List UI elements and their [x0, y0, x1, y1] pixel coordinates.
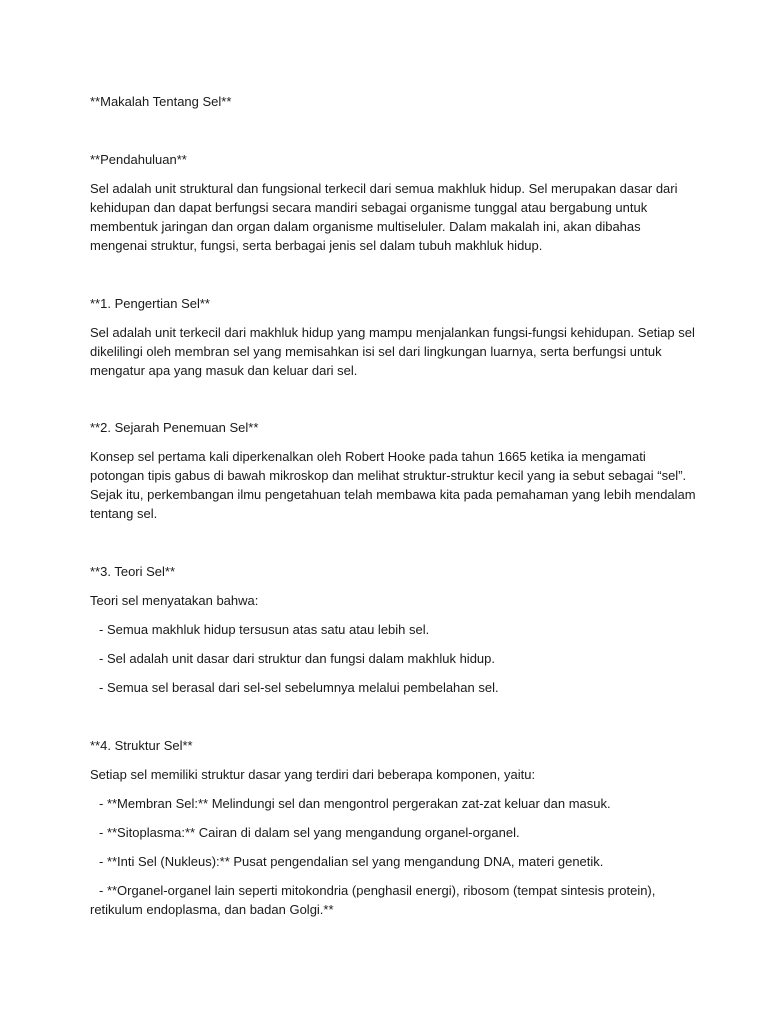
- list-item-struktur-sel: - **Membran Sel:** Melindungi sel dan mengontrol pergerakan zat-zat keluar dan masuk.: [99, 796, 611, 811]
- section-heading-struktur-sel: **4. Struktur Sel**: [90, 738, 193, 753]
- paragraph-pendahuluan: Sel adalah unit struktural dan fungsional terkecil dari semua makhluk hidup. Sel merupakan dasar dari kehidupan dan dapat berfungsi secara mandiri sebagai organisme tunggal atau bergabung untuk membentuk jaringan dan organ dalam organisme multiseluler. Dalam makalah ini, akan dibahas mengenai struktur, fungsi, serta berbagai jenis sel dalam tubuh makhluk hidup.: [90, 181, 678, 253]
- section-heading-teori-sel: **3. Teori Sel**: [90, 564, 176, 579]
- section-heading-sejarah-penemuan-sel: **2. Sejarah Penemuan Sel**: [90, 420, 259, 435]
- list-item-struktur-sel: - **Sitoplasma:** Cairan di dalam sel yang mengandung organel-organel.: [99, 825, 520, 840]
- list-item-struktur-sel-text: - **Organel-organel lain seperti mitokondria (penghasil energi), ribosom (tempat sintesis protein), retikulum endoplasma, dan badan Golgi.**: [90, 883, 656, 917]
- paragraph-struktur-sel-intro: Setiap sel memiliki struktur dasar yang terdiri dari beberapa komponen, yaitu:: [90, 767, 536, 782]
- section-heading-pendahuluan: **Pendahuluan**: [90, 152, 187, 167]
- section-heading-pengertian-sel: **1. Pengertian Sel**: [90, 296, 210, 311]
- paragraph-sejarah-penemuan-sel: Konsep sel pertama kali diperkenalkan oleh Robert Hooke pada tahun 1665 ketika ia mengamati potongan tipis gabus di bawah mikroskop dan melihat struktur-struktur kecil yang ia sebut sebagai “sel”. Sejak itu, perkembangan ilmu pengetahuan telah membawa kita pada pemahaman yang lebih mendalam tentang sel.: [90, 449, 696, 521]
- document-title: **Makalah Tentang Sel**: [90, 94, 232, 109]
- paragraph-pengertian-sel: Sel adalah unit terkecil dari makhluk hidup yang mampu menjalankan fungsi-fungsi kehidupan. Setiap sel dikelilingi oleh membran sel yang memisahkan isi sel dari lingkungan luarnya, serta berfungsi untuk mengatur apa yang masuk dan keluar dari sel.: [90, 325, 695, 378]
- list-item-struktur-sel: [90, 881, 700, 919]
- list-item-teori-sel: - Semua makhluk hidup tersusun atas satu atau lebih sel.: [99, 622, 430, 637]
- list-item-struktur-sel: - **Inti Sel (Nukleus):** Pusat pengendalian sel yang mengandung DNA, materi genetik.: [99, 854, 604, 869]
- paragraph-teori-sel-intro: Teori sel menyatakan bahwa:: [90, 593, 259, 608]
- list-item-teori-sel: - Sel adalah unit dasar dari struktur dan fungsi dalam makhluk hidup.: [99, 651, 495, 666]
- list-item-teori-sel: - Semua sel berasal dari sel-sel sebelumnya melalui pembelahan sel.: [99, 680, 499, 695]
